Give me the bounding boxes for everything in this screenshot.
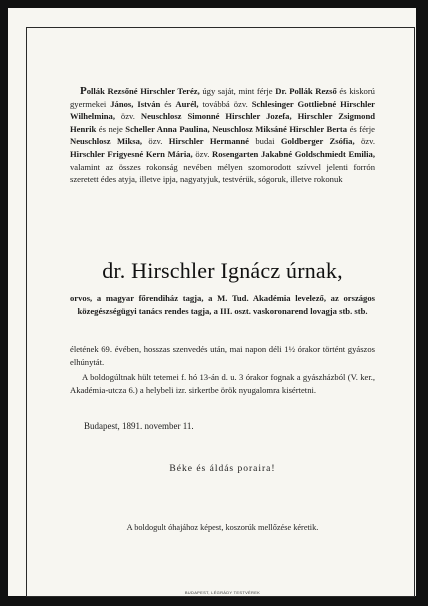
intro-text-run: budai	[248, 136, 281, 147]
intro-text-run: és neje	[96, 123, 126, 134]
intro-text-run: és	[160, 98, 176, 109]
intro-name-run: Neuschlosz Simonné Hirschler Jozefa, Hirschler Zsigmond Henrik	[70, 111, 375, 134]
intro-text-run: özv.	[114, 111, 141, 122]
intro-text-run: továbbá özv.	[198, 98, 252, 109]
wreath-request: A boldogult óhajához képest, koszorúk mellőzése kéretik.	[126, 523, 319, 532]
intro-name-run: ollák Rezsőné Hirschler Teréz,	[86, 86, 200, 96]
place-date: Budapest, 1891. november 11.	[84, 421, 194, 431]
intro-name-run: P	[80, 85, 87, 97]
intro-text-run: és kiskorú gyermekei	[70, 86, 375, 109]
paper-sheet	[8, 8, 416, 596]
intro-name-run: Hirschler Hermanné	[168, 136, 249, 147]
intro-name-run: Goldberger Zsófia,	[280, 136, 355, 147]
deceased-name: dr. Hirschler Ignácz úrnak,	[102, 258, 343, 283]
intro-name-run: Scheller Anna Paulina, Neuschlosz Miksáné Hirschler Berta	[125, 123, 348, 134]
intro-text-run: valamint az összes rokonság nevében mélyen szomorodott szívvel jelenti forrón szeretett édes atyja, illetve ipja, nagyatyjuk, testvérük, sógoruk, illetve rokonuk	[70, 161, 375, 185]
intro-text-run: özv.	[354, 136, 375, 147]
printer-imprint: BUDAPEST, LÉGRÁDY TESTVÉREK	[184, 590, 261, 595]
intro-name-run: Rosengarten Jakabné Goldschmiedt Emilia,	[212, 148, 375, 159]
intro-name-run: János, István	[110, 98, 161, 109]
intro-name-run: Neuschlosz Miksa,	[70, 136, 143, 147]
intro-text-run: úgy saját, mint férje	[199, 86, 276, 96]
intro-text-run: özv.	[142, 136, 169, 147]
intro-text-run: és férje	[347, 123, 375, 134]
intro-text-run: özv.	[192, 148, 213, 159]
intro-name-run: Aurél,	[175, 98, 199, 109]
blessing-line: Béke és áldás poraira!	[169, 464, 276, 474]
intro-name-run: Dr. Pollák Rezső	[275, 86, 337, 96]
deceased-titles: orvos, a magyar főrendiház tagja, a M. Tud. Akadémia levelező, az országos közegészségügyi tanács rendes tagja, a III. oszt. vaskoronarend lovagja stb. stb.	[70, 293, 375, 316]
intro-name-run: Hirschler Frigyesné Kern Mária,	[70, 148, 193, 159]
death-details: életének 69. évében, hosszas szenvedés után, mai napon déli 1½ órakor történt gyászos elhúnytát.	[70, 344, 375, 367]
intro-name-run: Schlesinger Gottliebné Hirschler Wilhelmina,	[70, 98, 375, 122]
funeral-details: A boldogúltnak hült tetemei f. hó 13-án d. u. 3 órakor fognak a gyászházból (V. ker., Akadémia-utcza 6.) a helybeli izr. sirkertbe örök nyugalomra kisértetni.	[70, 372, 375, 395]
announcement-intro	[70, 85, 375, 186]
